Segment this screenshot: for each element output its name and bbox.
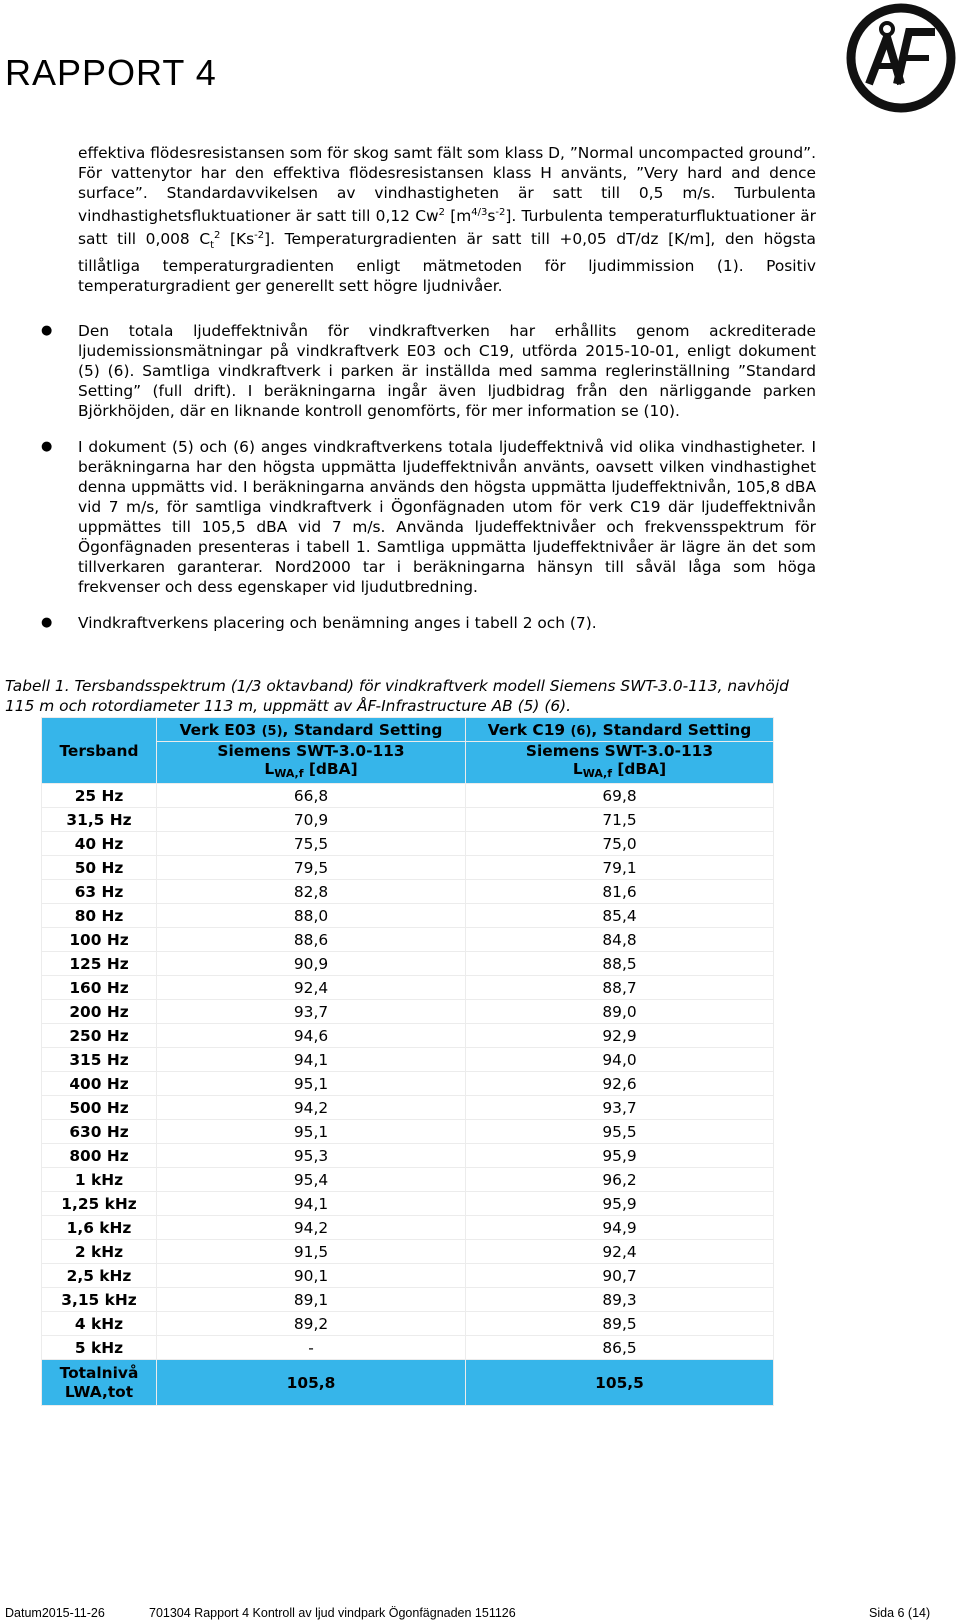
band-cell: 200 Hz <box>42 1000 157 1024</box>
c19-value-cell: 92,4 <box>466 1240 774 1264</box>
e03-value-cell: 66,8 <box>157 784 466 808</box>
c19-value-cell: 89,0 <box>466 1000 774 1024</box>
e03-value-cell: 95,1 <box>157 1072 466 1096</box>
band-cell: 1,25 kHz <box>42 1192 157 1216</box>
e03-value-cell: 70,9 <box>157 808 466 832</box>
band-cell: 40 Hz <box>42 832 157 856</box>
c19-value-cell: 92,9 <box>466 1024 774 1048</box>
c19-value-cell: 81,6 <box>466 880 774 904</box>
total-value-e03: 105,8 <box>157 1360 466 1406</box>
table-row <box>42 1192 774 1216</box>
e03-value-cell: 94,1 <box>157 1048 466 1072</box>
e03-value-cell: 94,1 <box>157 1192 466 1216</box>
band-cell: 80 Hz <box>42 904 157 928</box>
band-cell: 31,5 Hz <box>42 808 157 832</box>
footer-page-number: Sida 6 (14) <box>869 1606 931 1620</box>
band-cell: 160 Hz <box>42 976 157 1000</box>
bullet-item: ● I dokument (5) och (6) anges vindkraftverkens totala ljudeffektnivå vid olika vindhastigheter. I beräkningarna har den högsta uppmätta ljudeffektnivån använts, oavsett vilken vindhastighet denna uppmätts vid. I beräkningarna används den högsta uppmätta ljudeffektnivån, 105,8 dBA vid 7 m/s, för samtliga vindkraftverk i Ögonfägnaden utom för verk C19 där ljudeffektnivån uppmättes till 105,5 dBA vid 7 m/s. Använda ljudeffektnivåer och frekvensspektrum för Ögonfägnaden presenteras i tabell 1. Samtliga uppmätta ljudeffektnivåer är lägre än det som tillverkaren garanterar. Nord2000 tar i beräkningarna hänsyn till såväl låga som höga frekvenser och dess egenskaper vid ljudutbredning. <box>41 438 816 597</box>
table-row <box>42 1048 774 1072</box>
band-cell: 250 Hz <box>42 1024 157 1048</box>
table-row <box>42 1216 774 1240</box>
bullet-item: ● Vindkraftverkens placering och benämning anges i tabell 2 och (7). <box>41 614 597 633</box>
c19-value-cell: 86,5 <box>466 1336 774 1360</box>
band-cell: 100 Hz <box>42 928 157 952</box>
band-cell: 3,15 kHz <box>42 1288 157 1312</box>
e03-value-cell: 91,5 <box>157 1240 466 1264</box>
band-cell: 400 Hz <box>42 1072 157 1096</box>
band-cell: 2 kHz <box>42 1240 157 1264</box>
e03-value-cell: 93,7 <box>157 1000 466 1024</box>
footer-document: 701304 Rapport 4 Kontroll av ljud vindpark Ögonfägnaden 151126 <box>149 1606 516 1620</box>
table-row <box>42 832 774 856</box>
c19-value-cell: 84,8 <box>466 928 774 952</box>
table-row <box>42 952 774 976</box>
c19-value-cell: 94,0 <box>466 1048 774 1072</box>
e03-value-cell: 89,1 <box>157 1288 466 1312</box>
table-row <box>42 856 774 880</box>
table-row <box>42 1072 774 1096</box>
spectrum-table <box>41 717 774 1406</box>
column-header-c19: Verk C19 (6), Standard Setting <box>466 718 774 742</box>
band-cell: 1,6 kHz <box>42 1216 157 1240</box>
e03-value-cell: 75,5 <box>157 832 466 856</box>
band-cell: 315 Hz <box>42 1048 157 1072</box>
table-row <box>42 1288 774 1312</box>
e03-value-cell: 90,1 <box>157 1264 466 1288</box>
model-header-c19: Siemens SWT-3.0-113 $L_{WA,f}$ [dBA] <box>466 742 774 784</box>
table-row <box>42 904 774 928</box>
table-row <box>42 976 774 1000</box>
e03-value-cell: 92,4 <box>157 976 466 1000</box>
bullet-icon: ● <box>41 323 53 339</box>
table-row <box>42 1312 774 1336</box>
c19-value-cell: 95,9 <box>466 1144 774 1168</box>
e03-value-cell: 90,9 <box>157 952 466 976</box>
total-label: Totalnivå LWA,tot <box>42 1360 157 1406</box>
report-title: RAPPORT 4 <box>5 52 217 93</box>
table-row <box>42 808 774 832</box>
c19-value-cell: 90,7 <box>466 1264 774 1288</box>
total-value-c19: 105,5 <box>466 1360 774 1406</box>
table-row <box>42 1000 774 1024</box>
e03-value-cell: 88,0 <box>157 904 466 928</box>
c19-value-cell: 96,2 <box>466 1168 774 1192</box>
af-logo-icon <box>845 2 957 114</box>
e03-value-cell: 89,2 <box>157 1312 466 1336</box>
band-cell: 1 kHz <box>42 1168 157 1192</box>
c19-value-cell: 88,5 <box>466 952 774 976</box>
table-row <box>42 784 774 808</box>
c19-value-cell: 85,4 <box>466 904 774 928</box>
c19-value-cell: 75,0 <box>466 832 774 856</box>
column-header-tersband: Tersband <box>42 718 157 784</box>
e03-value-cell: 94,2 <box>157 1096 466 1120</box>
e03-value-cell: 82,8 <box>157 880 466 904</box>
table-header-row <box>42 718 774 742</box>
table-row <box>42 1144 774 1168</box>
c19-value-cell: 88,7 <box>466 976 774 1000</box>
band-cell: 500 Hz <box>42 1096 157 1120</box>
e03-value-cell: 95,3 <box>157 1144 466 1168</box>
total-row <box>42 1360 774 1406</box>
table-row <box>42 1240 774 1264</box>
e03-value-cell: 94,6 <box>157 1024 466 1048</box>
footer-date: Datum2015-11-26 <box>5 1606 105 1620</box>
c19-value-cell: 92,6 <box>466 1072 774 1096</box>
e03-value-cell: 95,1 <box>157 1120 466 1144</box>
e03-value-cell: 79,5 <box>157 856 466 880</box>
band-cell: 4 kHz <box>42 1312 157 1336</box>
table-row <box>42 1096 774 1120</box>
bullet-icon: ● <box>41 439 53 455</box>
table-row <box>42 880 774 904</box>
band-cell: 125 Hz <box>42 952 157 976</box>
c19-value-cell: 79,1 <box>466 856 774 880</box>
c19-value-cell: 89,5 <box>466 1312 774 1336</box>
table-row <box>42 928 774 952</box>
band-cell: 2,5 kHz <box>42 1264 157 1288</box>
table-row <box>42 1120 774 1144</box>
table-row <box>42 1168 774 1192</box>
e03-value-cell: 95,4 <box>157 1168 466 1192</box>
band-cell: 25 Hz <box>42 784 157 808</box>
body-text <box>41 143 816 633</box>
table-row <box>42 1024 774 1048</box>
e03-value-cell: 94,2 <box>157 1216 466 1240</box>
model-header-e03: Siemens SWT-3.0-113 $L_{WA,f}$ [dBA] <box>157 742 466 784</box>
e03-value-cell: 88,6 <box>157 928 466 952</box>
c19-value-cell: 71,5 <box>466 808 774 832</box>
band-cell: 50 Hz <box>42 856 157 880</box>
bullet-item: ● Den totala ljudeffektnivån för vindkraftverken har erhållits genom ackrediterade ljudemissionsmätningar på vindkraftverk E03 och C19, utförda 2015-10-01, enligt dokument (5) (6). Samtliga vindkraftverk i parken är inställda med samma reglerinställning ”Standard Setting” (full drift). I beräkningarna ingår även ljudbidrag från den närliggande parken Björkhöjden, där en liknande kontroll genomförts, för mer information se (10). <box>41 322 816 421</box>
c19-value-cell: 69,8 <box>466 784 774 808</box>
c19-value-cell: 95,5 <box>466 1120 774 1144</box>
c19-value-cell: 89,3 <box>466 1288 774 1312</box>
c19-value-cell: 95,9 <box>466 1192 774 1216</box>
band-cell: 630 Hz <box>42 1120 157 1144</box>
bullet-icon: ● <box>41 615 53 631</box>
table-row <box>42 1336 774 1360</box>
c19-value-cell: 93,7 <box>466 1096 774 1120</box>
e03-value-cell: - <box>157 1336 466 1360</box>
band-cell: 5 kHz <box>42 1336 157 1360</box>
band-cell: 800 Hz <box>42 1144 157 1168</box>
column-header-e03: Verk E03 (5), Standard Setting <box>157 718 466 742</box>
table-caption: Tabell 1. Tersbandsspektrum (1/3 oktavband) för vindkraftverk modell Siemens SWT-3.0-113, navhöjd 115 m och rotordiameter 113 m, uppmätt av ÅF-Infrastructure AB (5) (6). <box>5 677 789 715</box>
band-cell: 63 Hz <box>42 880 157 904</box>
c19-value-cell: 94,9 <box>466 1216 774 1240</box>
table-row <box>42 1264 774 1288</box>
intro-paragraph: effektiva flödesresistansen som för skog samt fält som klass D, ”Normal uncompacted ground”. För vattenytor har den effektiva flödesresistansen klass H använts, ”Very hard and dence surface”. Standardavvikelsen av vindhastigheten är satt till 0,5 m/s. Turbulenta vindhastighetsfluktuationer är satt till 0,12 Cw$^2$ $[m^{4/3}s^{-2}]$. Turbulenta temperaturfluktuationer är satt till 0,008 $C_t^2$ $[Ks^{-2}]$. Temperaturgradienten är satt till +0,05 dT/dz [K/m], den högsta tillåtliga temperaturgradienten enligt mätmetoden för ljudimmission (1). Positiv temperaturgradient ger generellt sett högre ljudnivåer. <box>78 144 816 296</box>
